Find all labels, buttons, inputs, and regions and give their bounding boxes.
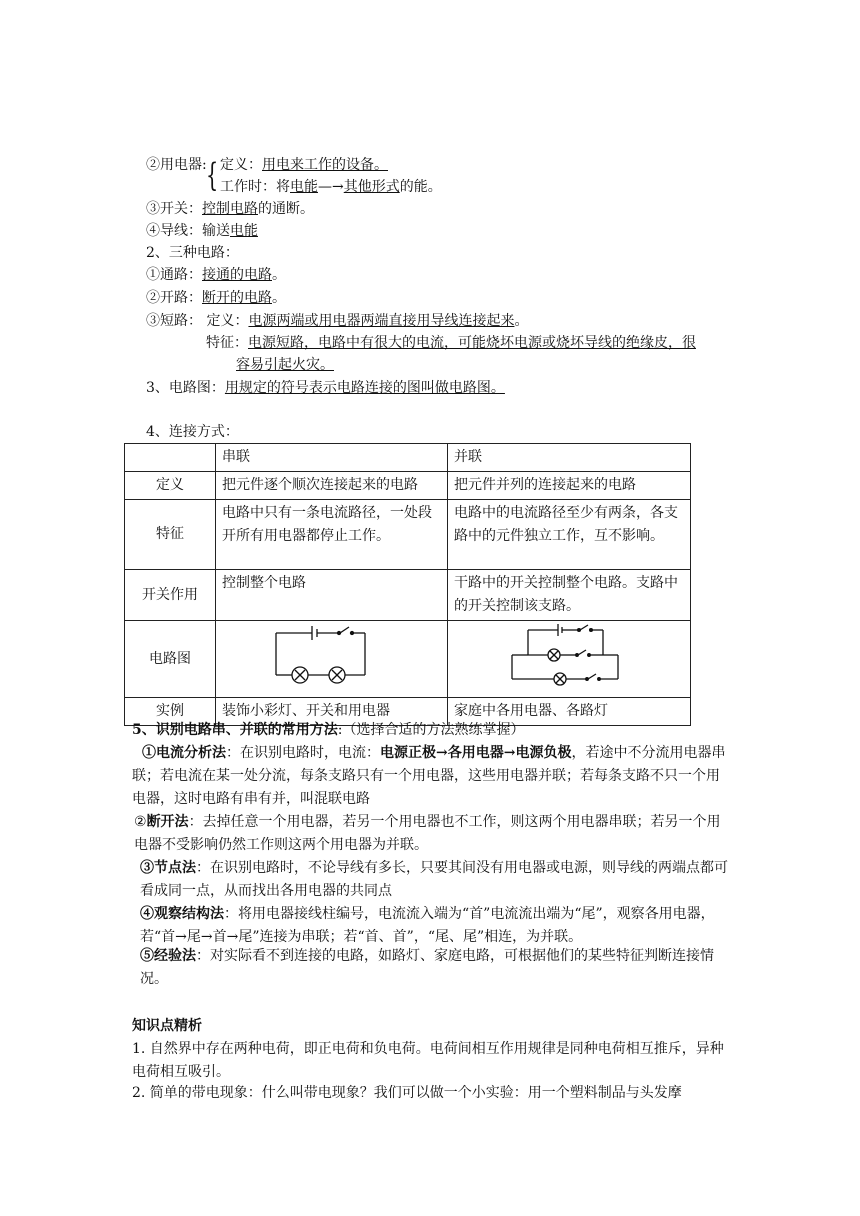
short-feature-line2 — [236, 354, 334, 376]
row-label: 特征 — [125, 500, 216, 570]
open-value: 断开的电路 — [202, 290, 272, 306]
series-diagram-cell — [216, 621, 448, 698]
diagram-prefix: 3、电路图： — [146, 380, 225, 396]
table-row — [125, 472, 691, 500]
short-def-suffix: 。 — [514, 313, 529, 329]
section5-title-bold: 5、识别电路串、并联的常用方法 — [132, 722, 338, 738]
method-current-analysis — [132, 742, 732, 811]
method-disconnect — [134, 811, 732, 857]
section5-title-rest: :（选择合适的方法熟练掌握） — [337, 722, 525, 738]
appliance-line — [146, 154, 207, 176]
switch-line — [146, 198, 314, 220]
section4-title: 4、连接方式： — [146, 424, 239, 440]
method-node — [140, 857, 732, 903]
cell-series: 把元件逐个顺次连接起来的电路 — [216, 472, 448, 500]
circuit-diagram-line — [146, 377, 505, 399]
work-label: 工作时：将 — [220, 179, 290, 195]
cell-series: 控制整个电路 — [216, 570, 448, 621]
appliance-prefix: ②用电器: — [146, 157, 207, 173]
method1-path: 电源正极→各用电器→电源负极 — [380, 745, 572, 761]
appliance-working — [220, 176, 442, 198]
def-label: 定义： — [220, 157, 262, 173]
table-header-row — [125, 444, 691, 472]
short-definition: 电源两端或用电器两端直接用导线连接起来 — [248, 313, 515, 329]
cell-series: 电路中只有一条电流路径，一处段开所有用电器都停止工作。 — [216, 500, 448, 570]
knowledge-title: 知识点精析 — [132, 1018, 202, 1034]
header-series: 串联 — [216, 444, 448, 472]
method2-num: ② — [134, 814, 147, 830]
header-parallel: 并联 — [448, 444, 691, 472]
cell-series: 装饰小彩灯、开关和用电器 — [216, 698, 448, 726]
diagram-definition: 用规定的符号表示电路连接的图叫做电路图。 — [224, 380, 505, 396]
knowledge-point-1: 1. 自然界中存在两种电荷，即正电荷和负电荷。电荷间相互作用规律是同种电荷相互推斥，异种电荷相互吸引。 — [132, 1041, 724, 1080]
knowledge-point-2: 2. 简单的带电现象：什么叫带电现象？我们可以做一个小实验：用一个塑料制品与头发摩 — [132, 1085, 682, 1101]
header-blank — [125, 444, 216, 472]
wire-value: 电能 — [230, 223, 258, 239]
method1-name: ①电流分析法 — [142, 745, 226, 761]
section2-title: 2、三种电路： — [146, 245, 239, 261]
method-experience — [140, 945, 732, 991]
series-circuit-diagram — [216, 621, 448, 689]
wire-line — [146, 220, 258, 242]
row-label: 定义 — [125, 472, 216, 500]
feature-text-1: 电源短路，电路中有很大的电流，可能烧坏电源或烧坏导线的绝缘皮，很 — [248, 335, 696, 351]
open-suffix: 。 — [272, 290, 286, 306]
appliance-definition — [220, 154, 388, 176]
switch-value: 控制电路 — [202, 201, 258, 217]
comparison-table — [124, 443, 691, 726]
cell-parallel: 干路中的开关控制整个电路。支路中的开关控制该支路。 — [448, 570, 691, 621]
section5-title — [132, 719, 524, 741]
table-row — [125, 570, 691, 621]
method3-text: ：在识别电路时，不论导线有多长，只要其间没有用电器或电源，则导线的两端点都可看成同一点，从而找出各用电器的共同点 — [140, 860, 728, 899]
work-arrow: —→ — [318, 179, 344, 195]
closed-prefix: ①通路： — [146, 267, 202, 283]
table-row — [125, 500, 691, 570]
parallel-diagram-cell — [448, 621, 691, 698]
brace-symbol: { — [206, 156, 219, 194]
short-circuit-line — [146, 310, 528, 332]
closed-suffix: 。 — [272, 267, 286, 283]
open-circuit-line — [146, 287, 286, 309]
method2-text: ：去掉任意一个用电器，若另一个用电器也不工作，则这两个用电器串联；若另一个用电器不受影响仍然工作则这两个用电器为并联。 — [134, 814, 721, 853]
method5-text: ：对实际看不到连接的电路，如路灯、家庭电路，可根据他们的某些特征判断连接情况。 — [140, 948, 714, 987]
method1-text-b: ，若途中不分流用电器串联；若电流在某一处分流，每条支路只有一个用电器，这些用电器并联；若每条支路不只一个用电器，这时电路有串有并，叫混联电路 — [132, 745, 726, 807]
feature-label: 特征： — [206, 335, 248, 351]
method1-text-a: ：在识别电路时，电流： — [226, 745, 380, 761]
short-prefix: ③短路： 定义： — [146, 313, 249, 329]
short-feature-line1 — [206, 332, 696, 354]
work-suffix: 的能。 — [399, 179, 442, 195]
parallel-circuit-diagram — [448, 621, 691, 689]
open-prefix: ②开路： — [146, 290, 202, 306]
row-label: 开关作用 — [125, 570, 216, 621]
switch-prefix: ③开关： — [146, 201, 202, 217]
row-label: 电路图 — [125, 621, 216, 698]
feature-text-2: 容易引起火灾。 — [236, 357, 334, 373]
work-a: 电能 — [290, 179, 318, 195]
closed-circuit-line — [146, 264, 286, 286]
method2-name: 断开法 — [146, 814, 189, 830]
method4-text: ：将用电器接线柱编号，电流流入端为“首”电流流出端为“尾”，观察各用电器，若“首→尾→首→尾”连接为串联；若“首、首”，“尾、尾”相连，为并联。 — [140, 906, 715, 945]
row-label: 实例 — [125, 698, 216, 726]
work-b: 其他形式 — [343, 179, 400, 195]
closed-value: 接通的电路 — [202, 267, 272, 283]
def-value: 用电来工作的设备。 — [262, 157, 388, 173]
table-row — [125, 621, 691, 698]
method3-name: ③节点法 — [140, 860, 196, 876]
cell-parallel: 家庭中各用电器、各路灯 — [448, 698, 691, 726]
wire-prefix: ④导线：输送 — [146, 223, 230, 239]
method5-name: ⑤经验法 — [140, 948, 196, 964]
cell-parallel: 把元件并列的连接起来的电路 — [448, 472, 691, 500]
method4-name: ④观察结构法 — [140, 906, 224, 922]
method-structure — [140, 903, 732, 949]
cell-parallel: 电路中的电流路径至少有两条，各支路中的元件独立工作，互不影响。 — [448, 500, 691, 570]
switch-suffix: 的通断。 — [258, 201, 314, 217]
